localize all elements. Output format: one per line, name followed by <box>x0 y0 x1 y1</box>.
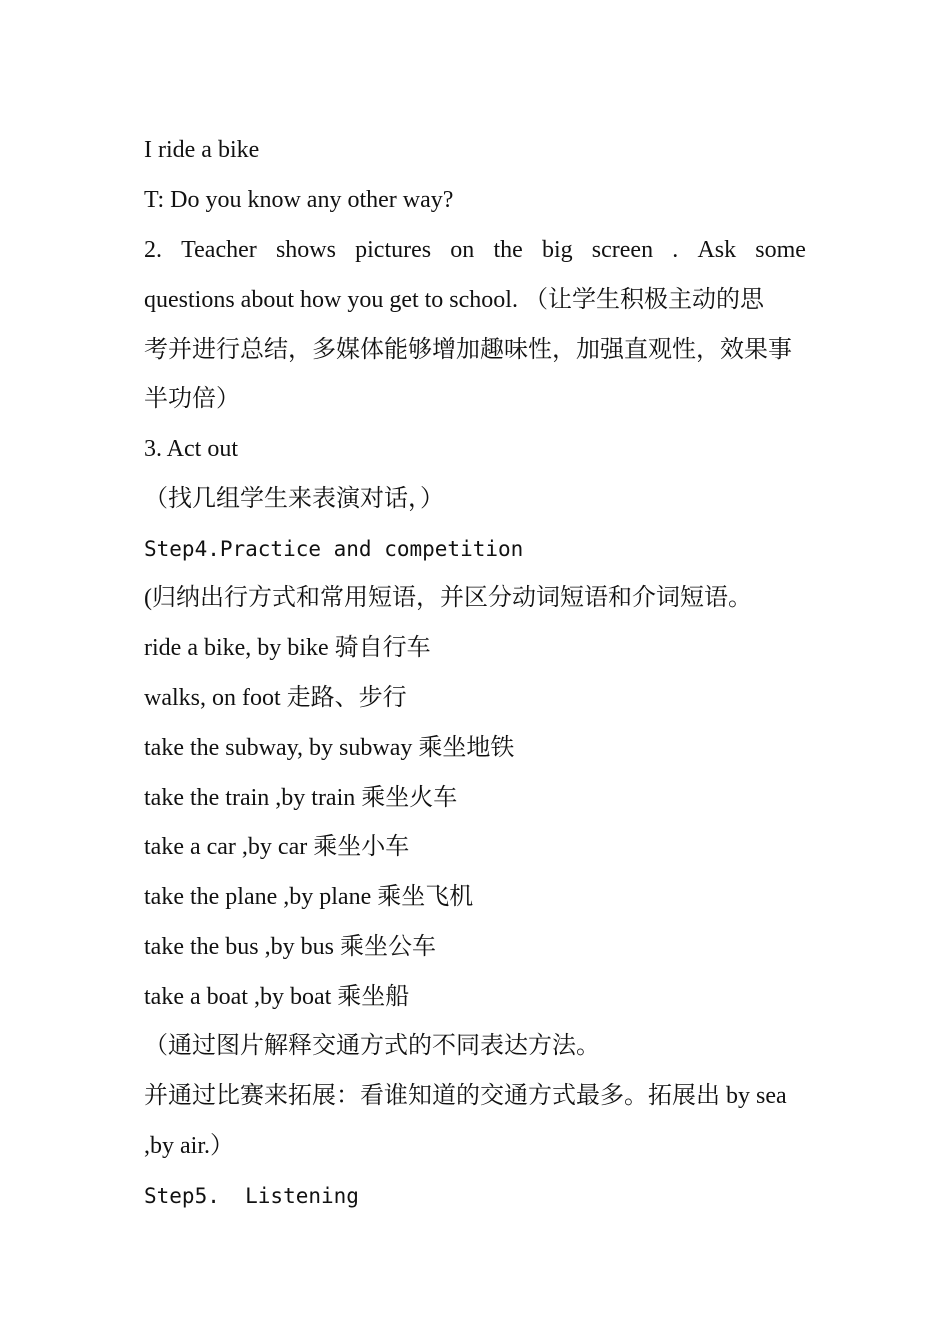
text-line-by-air: ,by air.） <box>144 1133 234 1159</box>
phrase-boat: take a boat ,by boat 乘坐船 <box>144 984 410 1010</box>
text-line-competition-note: 并通过比赛来拓展：看谁知道的交通方式最多。拓展出 by sea <box>144 1083 787 1109</box>
heading-step5: Step5. Listening <box>144 1184 359 1208</box>
phrase-plane: take the plane ,by plane 乘坐飞机 <box>144 884 474 910</box>
word: some <box>755 237 806 263</box>
word: the <box>493 237 523 263</box>
text-line-multimedia-note: 考并进行总结，多媒体能够增加趣味性，加强直观性，效果事 <box>144 337 792 363</box>
phrase-car: take a car ,by car 乘坐小车 <box>144 834 410 860</box>
word: shows <box>275 237 336 263</box>
word: pictures <box>355 237 432 263</box>
word: 2. <box>144 237 162 263</box>
phrase-ride-a-bike: ride a bike, by bike 骑自行车 <box>144 635 431 661</box>
phrase-bus: take the bus ,by bus 乘坐公车 <box>144 934 436 960</box>
word: Ask <box>697 237 737 263</box>
word: Teacher <box>181 237 257 263</box>
word: on <box>450 237 475 263</box>
word: . <box>672 237 679 263</box>
text-line-picture-note: （通过图片解释交通方式的不同表达方法。 <box>144 1033 600 1059</box>
phrase-train: take the train ,by train 乘坐火车 <box>144 785 458 811</box>
text-line-note-end: 半功倍） <box>144 386 240 412</box>
word: big <box>541 237 573 263</box>
heading-step4: Step4.Practice and competition <box>144 537 524 561</box>
text-line-act-out: 3. Act out <box>144 436 238 462</box>
phrase-subway: take the subway, by subway 乘坐地铁 <box>144 735 515 761</box>
phrase-on-foot: walks, on foot 走路、步行 <box>144 685 407 711</box>
text-line-questions-about-school: questions about how you get to school. （让学生积极主动的思 <box>144 287 764 313</box>
text-line-ride-a-bike: I ride a bike <box>144 137 260 163</box>
text-line-teacher-question: T: Do you know any other way? <box>144 187 454 213</box>
text-line-teacher-shows-pictures <box>144 236 806 264</box>
text-line-act-out-note: （找几组学生来表演对话，） <box>144 486 444 512</box>
word: screen <box>591 237 654 263</box>
text-line-summary-note: (归纳出行方式和常用短语，并区分动词短语和介词短语。 <box>144 585 752 611</box>
